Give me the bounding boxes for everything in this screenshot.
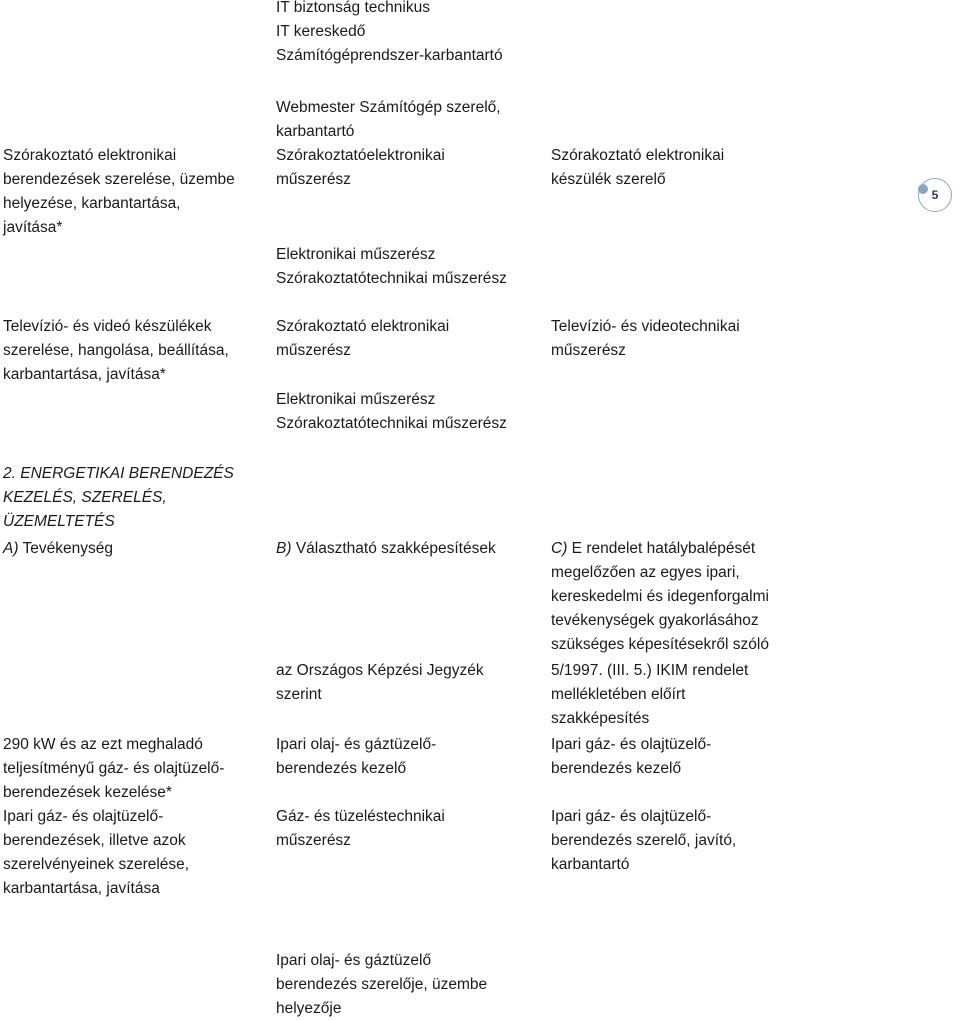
column-c-header <box>551 537 769 657</box>
text-line: IT kereskedő <box>276 23 366 40</box>
text-line: Ipari olaj- és gáztüzelő <box>276 952 432 969</box>
text-line: szerelése, hangolása, beállítása, <box>3 342 229 359</box>
text-line: Szórakoztatótechnikai műszerész <box>276 415 507 432</box>
text-line: berendezések, illetve azok <box>3 832 186 849</box>
text-line: karbantartó <box>276 123 355 140</box>
heading-line: ÜZEMELTETÉS <box>3 513 115 530</box>
text-line: Számítógéprendszer-karbantartó <box>276 47 503 64</box>
text-line: IT biztonság technikus <box>276 0 430 16</box>
text-line: Szórakoztató elektronikai <box>3 147 177 164</box>
text-line: 290 kW és az ezt meghaladó <box>3 736 203 753</box>
text-line: szerelvényeinek szerelése, <box>3 856 190 873</box>
qualifications-szorakoztato <box>276 96 501 192</box>
text-line: berendezések kezelése* <box>3 784 172 801</box>
activity-290kw <box>3 733 224 805</box>
text-line: karbantartó <box>551 856 630 873</box>
text-line: berendezés szerelője, üzembe <box>276 976 488 993</box>
text-line: Szórakoztató elektronikai <box>551 147 725 164</box>
qualifications-290kw <box>276 733 436 781</box>
text-line: Televízió- és videotechnikai <box>551 318 740 335</box>
text-line: műszerész <box>276 342 351 359</box>
text-line: szerint <box>276 686 322 703</box>
text-line: berendezés szerelő, javító, <box>551 832 737 849</box>
text-line: kereskedelmi és idegenforgalmi <box>551 588 769 605</box>
heading-line: 2. ENERGETIKAI BERENDEZÉS <box>3 465 234 482</box>
text-line: szükséges képesítésekről szóló <box>551 636 769 653</box>
text-line: szakképesítés <box>551 710 650 727</box>
text-line: tevékenységek gyakorlásához <box>551 612 759 629</box>
text-line: Szórakoztató elektronikai <box>276 318 450 335</box>
column-b-label: B) <box>276 540 292 557</box>
legacy-ipari <box>551 805 736 877</box>
legacy-szorakoztato <box>551 144 724 192</box>
text-line: Ipari olaj- és gáztüzelő- <box>276 736 437 753</box>
text-line: karbantartása, javítása* <box>3 366 166 383</box>
text-line: Ipari gáz- és olajtüzelő- <box>3 808 164 825</box>
text-line: Szórakoztatótechnikai műszerész <box>276 270 507 287</box>
text-line: Elektronikai műszerész <box>276 246 436 263</box>
column-a-label: A) <box>3 540 19 557</box>
column-a-text: Tevékenység <box>22 540 114 557</box>
page-number: 5 <box>931 188 939 202</box>
text-line: teljesítményű gáz- és olajtüzelő- <box>3 760 225 777</box>
heading-line: KEZELÉS, SZERELÉS, <box>3 489 167 506</box>
activity-szorakoztato <box>3 144 235 240</box>
text-line: mellékletében előírt <box>551 686 686 703</box>
text-line: műszerész <box>551 342 626 359</box>
qualifications-televizio-extra <box>276 388 507 436</box>
text-line: műszerész <box>276 171 351 188</box>
qualifications-szorakoztato-extra <box>276 243 507 291</box>
text-line: műszerész <box>276 832 351 849</box>
page-marker-dot-icon <box>918 184 928 194</box>
text-line: Szórakoztatóelektronikai <box>276 147 445 164</box>
text-line: helyezése, karbantartása, <box>3 195 181 212</box>
text-line: helyezője <box>276 1000 342 1017</box>
qualifications-bottom <box>276 949 487 1021</box>
text-line: az Országos Képzési Jegyzék <box>276 662 484 679</box>
column-b-text: Választható szakképesítések <box>295 540 496 557</box>
text-line: megelőzően az egyes ipari, <box>551 564 740 581</box>
activity-televizio <box>3 315 229 387</box>
column-a-header <box>3 537 113 561</box>
section-heading <box>3 462 234 534</box>
text-line: Ipari gáz- és olajtüzelő- <box>551 808 712 825</box>
column-b-subheader <box>276 659 484 707</box>
text-line: Elektronikai műszerész <box>276 391 436 408</box>
text-line: készülék szerelő <box>551 171 666 188</box>
column-b-header <box>276 537 496 561</box>
column-c-text: E rendelet hatálybalépését <box>571 540 756 557</box>
qualifications-televizio <box>276 315 449 363</box>
qualifications-ipari <box>276 805 445 853</box>
text-line: berendezés kezelő <box>551 760 682 777</box>
legacy-290kw <box>551 733 711 781</box>
column-c-subheader <box>551 659 748 731</box>
text-line: Webmester Számítógép szerelő, <box>276 99 501 116</box>
text-line: javítása* <box>3 219 63 236</box>
text-line: Gáz- és tüzeléstechnikai <box>276 808 445 825</box>
top-qualifications <box>276 0 503 68</box>
text-line: berendezések szerelése, üzembe <box>3 171 235 188</box>
column-c-label: C) <box>551 540 568 557</box>
activity-ipari <box>3 805 189 901</box>
text-line: Televízió- és videó készülékek <box>3 318 212 335</box>
text-line: karbantartása, javítása <box>3 880 160 897</box>
legacy-televizio <box>551 315 740 363</box>
text-line: 5/1997. (III. 5.) IKIM rendelet <box>551 662 749 679</box>
text-line: Ipari gáz- és olajtüzelő- <box>551 736 712 753</box>
text-line: berendezés kezelő <box>276 760 407 777</box>
